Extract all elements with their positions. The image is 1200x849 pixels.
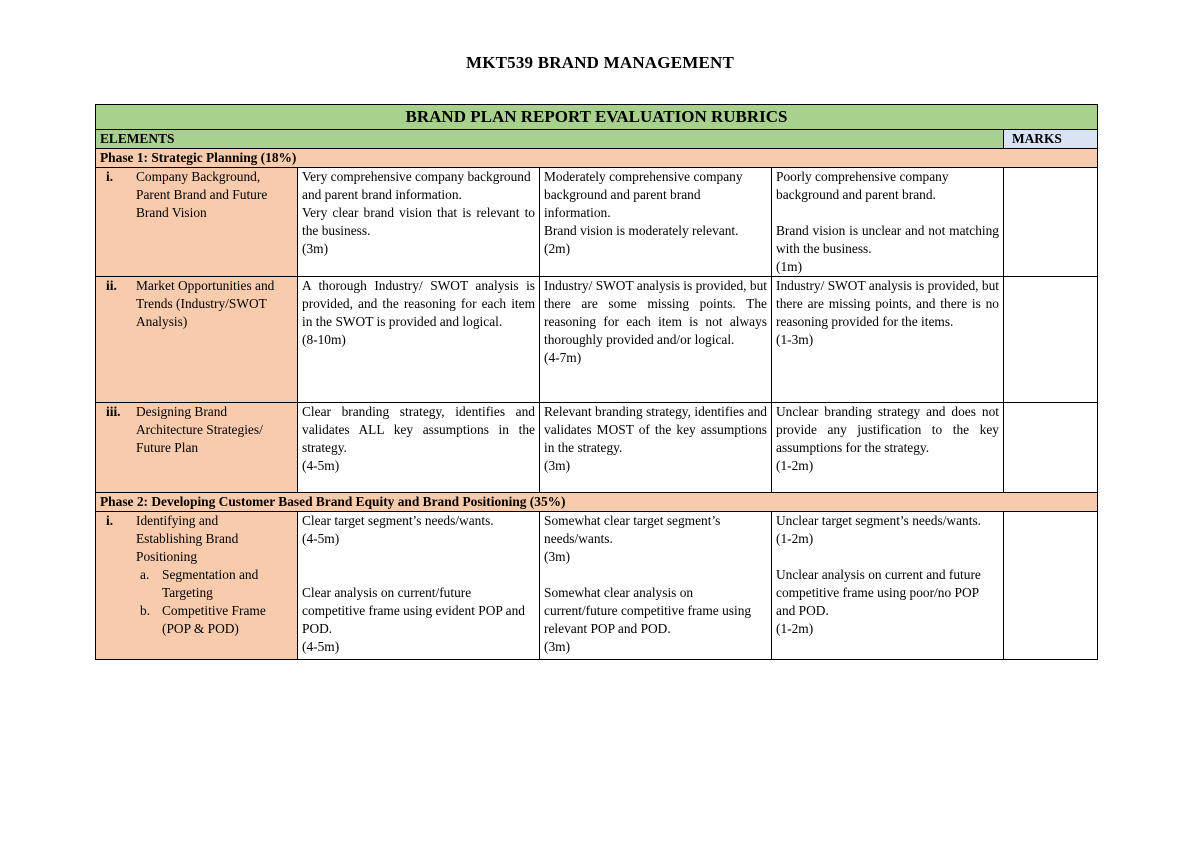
phase2-title: Phase 2: Developing Customer Based Brand Equity and Brand Positioning (35%): [96, 493, 1098, 512]
criteria-text: Very clear brand vision that is relevant to the business.: [302, 205, 535, 238]
criteria-high: [298, 168, 540, 277]
element-cell: [96, 168, 298, 277]
criteria-marks: (2m): [544, 241, 571, 256]
criteria-marks: (4-5m): [302, 531, 340, 546]
element-cell: [96, 512, 298, 660]
sub-item-text: Segmentation and Targeting: [162, 567, 259, 600]
elements-header: ELEMENTS: [96, 130, 1004, 149]
criteria-text: Industry/ SWOT analysis is provided, but there are missing points, and there is no reasoning provided for the items.: [776, 278, 999, 329]
criteria-marks: (1-2m): [776, 458, 814, 473]
criteria-low: [772, 277, 1004, 403]
marks-cell: [1004, 512, 1098, 660]
sub-item: [136, 566, 293, 602]
table-row: [96, 277, 1098, 403]
criteria-marks: (4-5m): [302, 458, 340, 473]
element-text: Market Opportunities and Trends (Industry/SWOT Analysis): [136, 278, 275, 329]
element-cell: [96, 403, 298, 493]
criteria-text: Unclear branding strategy and does not provide any justification to the key assumptions for the strategy.: [776, 404, 999, 455]
criteria-text: Somewhat clear target segment’s needs/wants.: [544, 513, 721, 546]
phase-row: [96, 493, 1098, 512]
criteria-text: Relevant branding strategy, identifies and validates MOST of the key assumptions in the strategy.: [544, 404, 767, 455]
criteria-marks: (8-10m): [302, 332, 346, 347]
element-number: ii.: [106, 278, 117, 293]
criteria-text: Somewhat clear analysis on current/future competitive frame using relevant POP and POD.: [544, 585, 752, 636]
element-number: i.: [106, 513, 114, 528]
criteria-text: Industry/ SWOT analysis is provided, but there are some missing points. The reasoning for each item is not always thoroughly provided and/or logical.: [544, 278, 767, 347]
criteria-marks: (4-5m): [302, 639, 340, 654]
rubric-heading: BRAND PLAN REPORT EVALUATION RUBRICS: [96, 105, 1098, 130]
criteria-text: Brand vision is moderately relevant.: [544, 223, 739, 238]
criteria-marks: (1-2m): [776, 621, 814, 636]
sub-item-letter: a.: [140, 567, 150, 582]
criteria-marks: (1m): [776, 259, 803, 274]
sub-item: [136, 602, 293, 638]
table-row: [96, 403, 1098, 493]
criteria-marks: (3m): [544, 458, 571, 473]
table-row: [96, 512, 1098, 660]
criteria-mid: [540, 277, 772, 403]
column-header-row: [96, 130, 1098, 149]
criteria-mid: [540, 403, 772, 493]
criteria-low: [772, 512, 1004, 660]
criteria-mid: [540, 512, 772, 660]
phase-row: [96, 149, 1098, 168]
rubric-table: [95, 104, 1098, 660]
element-number: iii.: [106, 404, 121, 419]
criteria-mid: [540, 168, 772, 277]
element-number: i.: [106, 169, 114, 184]
criteria-text: Very comprehensive company background and parent brand information.: [302, 169, 531, 202]
criteria-marks: (4-7m): [544, 350, 582, 365]
criteria-marks: (3m): [544, 549, 571, 564]
criteria-text: Moderately comprehensive company background and parent brand information.: [544, 169, 743, 220]
marks-header: MARKS: [1004, 130, 1098, 149]
sub-item-text: Competitive Frame (POP & POD): [162, 603, 266, 636]
table-row: [96, 168, 1098, 277]
criteria-text: Poorly comprehensive company background and parent brand.: [776, 169, 949, 202]
rubric-heading-row: [96, 105, 1098, 130]
sub-item-letter: b.: [140, 603, 151, 618]
element-text: Identifying and Establishing Brand Positioning: [136, 513, 239, 564]
criteria-text: Unclear target segment’s needs/wants.: [776, 513, 982, 528]
criteria-low: [772, 168, 1004, 277]
element-cell: [96, 277, 298, 403]
criteria-low: [772, 403, 1004, 493]
criteria-text: Brand vision is unclear and not matching with the business.: [776, 223, 999, 256]
criteria-text: Clear branding strategy, identifies and validates ALL key assumptions in the strategy.: [302, 404, 535, 455]
criteria-marks: (3m): [302, 241, 329, 256]
phase1-title: Phase 1: Strategic Planning (18%): [96, 149, 1098, 168]
criteria-text: Clear target segment’s needs/wants.: [302, 513, 494, 528]
marks-cell: [1004, 403, 1098, 493]
criteria-high: [298, 512, 540, 660]
criteria-high: [298, 403, 540, 493]
marks-cell: [1004, 277, 1098, 403]
criteria-text: A thorough Industry/ SWOT analysis is provided, and the reasoning for each item in the SWOT is provided and logical.: [302, 278, 535, 329]
criteria-text: Unclear analysis on current and future competitive frame using poor/no POP and POD.: [776, 567, 981, 618]
element-text: Company Background, Parent Brand and Future Brand Vision: [136, 169, 268, 220]
element-text: Designing Brand Architecture Strategies/ Future Plan: [136, 404, 263, 455]
criteria-marks: (3m): [544, 639, 571, 654]
document-title: MKT539 BRAND MANAGEMENT: [465, 53, 735, 72]
criteria-marks: (1-2m): [776, 531, 814, 546]
marks-cell: [1004, 168, 1098, 277]
criteria-high: [298, 277, 540, 403]
criteria-marks: (1-3m): [776, 332, 814, 347]
criteria-text: Clear analysis on current/future competitive frame using evident POP and POD.: [302, 585, 526, 636]
